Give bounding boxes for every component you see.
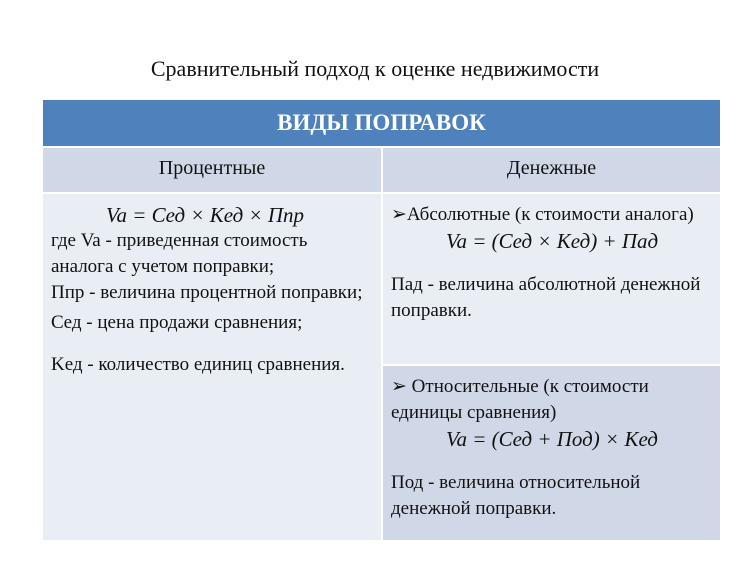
column-header-money: Денежные (383, 148, 720, 192)
relative-heading: ➢ Относительные (к стоимости единицы сравнения) (391, 376, 649, 423)
slide-title: Сравнительный подход к оценке недвижимости (150, 56, 600, 81)
column-header-percent: Процентные (43, 148, 381, 192)
adjustments-table (43, 100, 720, 540)
absolute-desc: Пад - величина абсолютной денежной поправки. (391, 274, 701, 321)
percent-line: Kед - количество единиц сравнения. (51, 354, 345, 375)
absolute-formula: Va = (Cед × Kед) + Пад (446, 229, 659, 253)
relative-desc: Под - величина относительной денежной поправки. (391, 472, 641, 519)
relative-formula: Va = (Cед + Под) × Kед (446, 427, 658, 451)
relative-cell (383, 366, 720, 540)
absolute-cell (383, 194, 720, 364)
percent-cell (43, 194, 381, 540)
percent-line: где Va - приведенная стоимость аналога с учетом поправки; (51, 230, 308, 277)
percent-formula: Va = Cед × Kед × Ппр (106, 203, 305, 227)
table-header: ВИДЫ ПОПРАВОК (43, 100, 720, 146)
percent-line: Ппр - величина процентной поправки; (51, 282, 363, 303)
absolute-heading: ➢Абсолютные (к стоимости аналога) (391, 204, 694, 225)
percent-line: Cед - цена продажи сравнения; (51, 312, 303, 333)
